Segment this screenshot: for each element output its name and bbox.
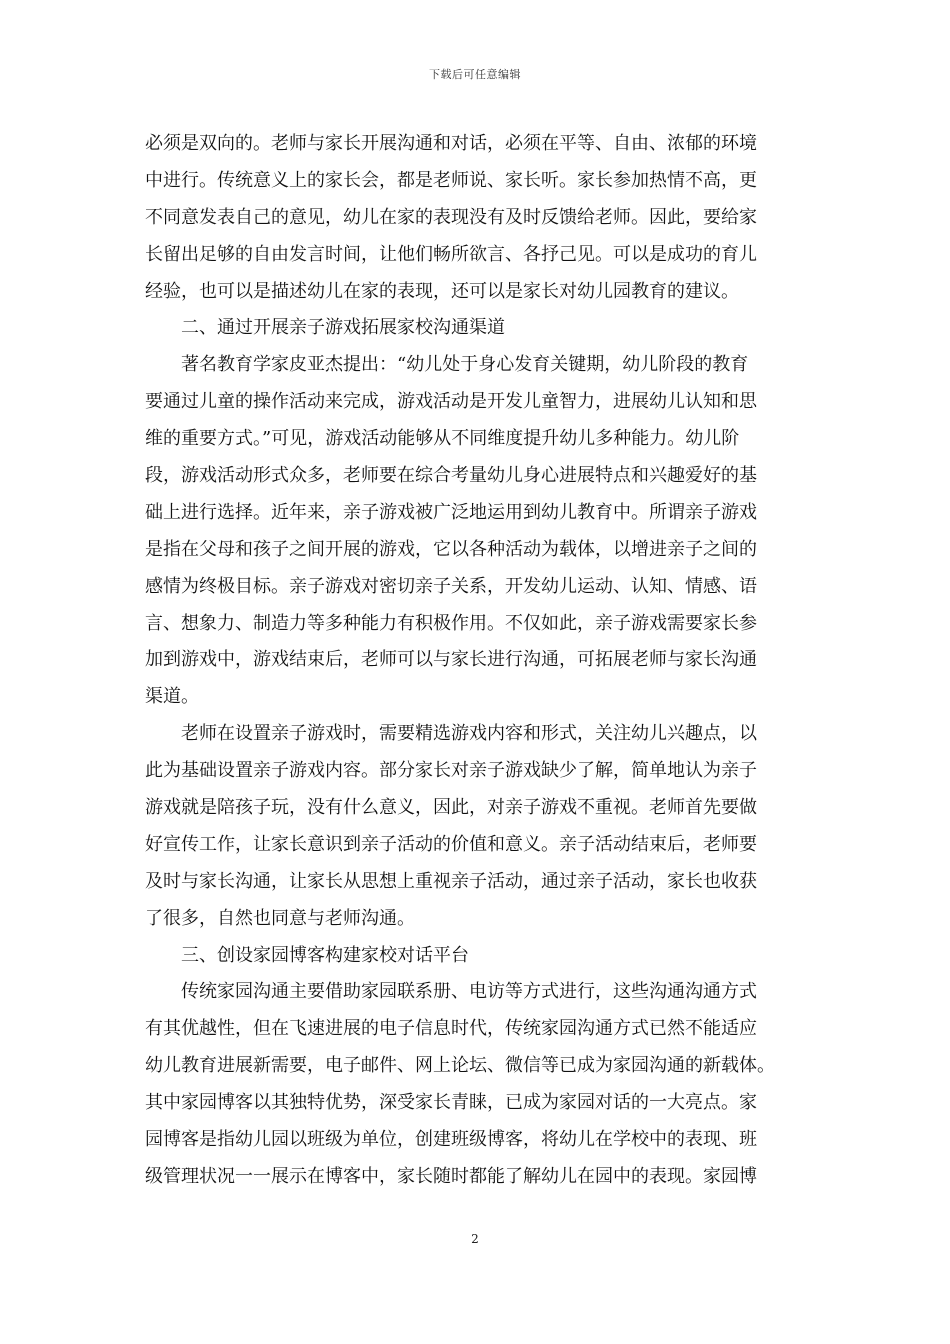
text-line: 了很多，自然也同意与老师沟通。 [145, 907, 415, 929]
text-line: 长留出足够的自由发言时间，让他们畅所欲言、各抒己见。可以是成功的育儿 [145, 243, 757, 265]
document-body [145, 126, 811, 1196]
text-line: 老师在设置亲子游戏时，需要精选游戏内容和形式，关注幼儿兴趣点，以 [181, 723, 757, 745]
page-header: 下载后可任意编辑 [429, 68, 521, 81]
text-line: 维的重要方式。”可见，游戏活动能够从不同维度提升幼儿多种能力。幼儿阶 [145, 428, 740, 450]
text-line: 渠道。 [145, 686, 199, 708]
text-line: 此为基础设置亲子游戏内容。部分家长对亲子游戏缺少了解，简单地认为亲子 [145, 760, 757, 782]
text-line: 经验，也可以是描述幼儿在家的表现，还可以是家长对幼儿园教育的建议。 [145, 280, 739, 302]
text-line: 言、想象力、制造力等多种能力有积极作用。不仅如此，亲子游戏需要家长参 [145, 612, 757, 634]
text-line: 园博客是指幼儿园以班级为单位，创建班级博客，将幼儿在学校中的表现、班 [145, 1129, 757, 1151]
text-line: 不同意发表自己的意见，幼儿在家的表现没有及时反馈给老师。因此，要给家 [145, 206, 757, 228]
text-line: 础上进行选择。近年来，亲子游戏被广泛地运用到幼儿教育中。所谓亲子游戏 [145, 501, 757, 523]
text-line: 游戏就是陪孩子玩，没有什么意义，因此，对亲子游戏不重视。老师首先要做 [145, 797, 757, 819]
text-line: 三、创设家园博客构建家校对话平台 [181, 944, 469, 966]
text-line: 必须是双向的。老师与家长开展沟通和对话，必须在平等、自由、浓郁的环境 [145, 133, 757, 154]
text-line: 传统家园沟通主要借助家园联系册、电访等方式进行，这些沟通沟通方式 [181, 981, 757, 1003]
text-line: 二、通过开展亲子游戏拓展家校沟通渠道 [181, 317, 505, 339]
text-line: 感情为终极目标。亲子游戏对密切亲子关系，开发幼儿运动、认知、情感、语 [145, 575, 757, 597]
text-line: 是指在父母和孩子之间开展的游戏，它以各种活动为载体，以增进亲子之间的 [145, 538, 757, 560]
text-line: 著名教育学家皮亚杰提出：“幼儿处于身心发育关键期，幼儿阶段的教育 [181, 354, 749, 376]
text-line: 中进行。传统意义上的家长会，都是老师说、家长听。家长参加热情不高，更 [145, 169, 757, 191]
text-line: 幼儿教育进展新需要，电子邮件、网上论坛、微信等已成为家园沟通的新载体。 [145, 1055, 775, 1077]
text-line: 级管理状况一一展示在博客中，家长随时都能了解幼儿在园中的表现。家园博 [145, 1165, 757, 1187]
text-line: 有其优越性，但在飞速进展的电子信息时代，传统家园沟通方式已然不能适应 [145, 1018, 757, 1040]
text-line: 及时与家长沟通，让家长从思想上重视亲子活动，通过亲子活动，家长也收获 [145, 870, 757, 892]
text-line: 加到游戏中，游戏结束后，老师可以与家长进行沟通，可拓展老师与家长沟通 [145, 649, 757, 671]
text-line: 要通过儿童的操作活动来完成，游戏活动是开发儿童智力，进展幼儿认知和思 [145, 391, 757, 413]
text-line: 好宣传工作，让家长意识到亲子活动的价值和意义。亲子活动结束后，老师要 [145, 833, 757, 855]
page-number: 2 [471, 1232, 479, 1246]
text-line: 段，游戏活动形式众多，老师要在综合考量幼儿身心进展特点和兴趣爱好的基 [145, 465, 757, 487]
text-line: 其中家园博客以其独特优势，深受家长青睐，已成为家园对话的一大亮点。家 [145, 1092, 757, 1114]
